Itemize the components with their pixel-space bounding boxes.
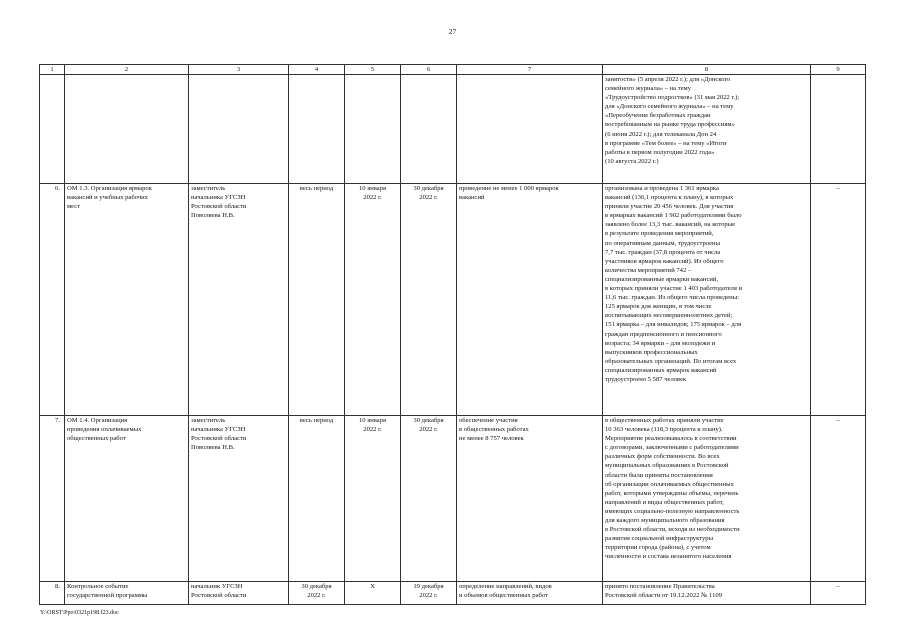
text-line: 125 ярмарок для женщин, в том числе <box>605 303 712 311</box>
text-line: Мероприятие реализовывалось в соответствии <box>605 435 737 443</box>
note: – <box>811 184 866 416</box>
col-header: 9 <box>811 65 866 75</box>
text-line: ОМ 1.3. Организация ярмарок <box>67 185 152 192</box>
note: – <box>811 416 866 582</box>
text-line: для каждого муниципального образования <box>605 517 725 525</box>
row-number: 8. <box>40 582 65 605</box>
footer-file-path: Y:\ORST\Ppo\0321p198.f23.doc <box>40 610 119 616</box>
text-line: принято постановление Правительства <box>605 583 715 590</box>
text-line: различных форм собственности. Во всех <box>605 453 720 461</box>
text-line: 2022 г. <box>419 426 438 434</box>
expected-result <box>457 582 603 605</box>
text-line: выпускников профессиональных <box>605 348 698 356</box>
text-line: «Трудоустройство подростков» (31 мая 2022 г.); <box>605 94 740 102</box>
col-header: 7 <box>457 65 603 75</box>
text-line: 30 декабря <box>413 185 444 192</box>
text-line: заявлено более 13,3 тыс. вакансий, на которые <box>605 221 736 229</box>
text-line: приняли участие 20 456 человек. Для участия <box>605 203 734 211</box>
text-line: Ростовской области <box>191 592 247 600</box>
text-line: по оперативным данным, трудоустроены <box>605 239 721 247</box>
text-line: «Переобучение безработных граждан <box>605 112 711 120</box>
result-cell <box>603 75 811 184</box>
measure-name <box>65 416 189 582</box>
end-date <box>401 416 457 582</box>
col-header: 4 <box>289 65 345 75</box>
text-line: востребованным на рынке труда профессиям» <box>605 121 735 129</box>
text-line: Поволяева Н.В. <box>191 212 235 220</box>
end-date <box>289 582 345 605</box>
col-header: 6 <box>401 65 457 75</box>
header-row <box>40 65 866 75</box>
text-line: 10 января <box>358 417 387 424</box>
responsible <box>189 184 289 416</box>
text-line: заместитель <box>191 417 226 424</box>
text-line: специализированных ярмарок вакансий <box>605 366 717 374</box>
table-row <box>40 582 866 605</box>
text-line: 10 363 человека (118,3 процента к плану). <box>605 426 723 434</box>
actual-date <box>401 582 457 605</box>
period: весь период <box>289 416 345 582</box>
text-line: определение направлений, видов <box>459 583 552 590</box>
responsible <box>189 416 289 582</box>
text-line: Ростовской области <box>191 203 247 211</box>
text-line: трудоустроено 5 587 человек <box>605 375 687 383</box>
text-line: 2022 г. <box>307 592 326 600</box>
text-line: Поволяева Н.В. <box>191 444 235 452</box>
text-line: в которых приняли участие 1 403 работодателя и <box>605 285 743 293</box>
text-line: Ростовской области <box>191 435 247 443</box>
result-cell <box>603 416 811 582</box>
text-line: вакансий и учебных рабочих <box>67 194 148 202</box>
text-line: в ярмарках вакансий 1 902 работодателями было <box>605 212 742 220</box>
text-line: Ростовской области от 19.12.2022 № 1109 <box>605 592 722 600</box>
table-row <box>40 184 866 416</box>
text-line: количества мероприятий 742 – <box>605 266 692 274</box>
text-line: граждан предпенсионного и пенсионного <box>605 330 722 338</box>
text-line: муниципальных образованиях в Ростовской <box>605 462 729 470</box>
text-line: возраста; 34 ярмарки – для молодежи и <box>605 339 716 347</box>
text-line: специализированные ярмарки вакансий, <box>605 275 719 283</box>
row-number: 7. <box>40 416 65 582</box>
table-row-continuation <box>40 75 866 184</box>
text-line: 11,6 тыс. граждан. Из общего числа проведены: <box>605 294 739 302</box>
expected-result <box>457 184 603 416</box>
text-line: работы в первом полугодии 2022 года» <box>605 148 715 156</box>
text-line: имеющих социально-полезную направленность <box>605 507 740 515</box>
text-line: начальника УГСЗН <box>191 426 246 434</box>
text-line: 2022 г. <box>363 194 382 202</box>
text-line: 7,7 тыс. граждан (37,8 процента от числа <box>605 248 721 256</box>
text-line: не менее 8 757 человек <box>459 435 524 443</box>
text-line: в результате проведения мероприятий, <box>605 230 714 238</box>
text-line: проведения оплачиваемых <box>67 426 142 434</box>
text-line: образовательных организаций. По итогам всех <box>605 357 737 365</box>
text-line: и объемов общественных работ <box>459 592 548 600</box>
text-line: организована и проведена 1 361 ярмарка <box>605 185 719 192</box>
text-line: в Ростовской области, исходя из необходимости <box>605 526 740 534</box>
text-line: 30 декабря <box>413 417 444 424</box>
col-header: 1 <box>40 65 65 75</box>
text-line: проведение не менее 1 000 ярмарок <box>459 185 559 192</box>
text-line: направлений и виды общественных работ, <box>605 498 724 506</box>
text-line: общественных работ <box>67 435 126 443</box>
table-row <box>40 416 866 582</box>
text-line: 2022 г. <box>419 592 438 600</box>
col-header: 8 <box>603 65 811 75</box>
text-line: 19 декабря <box>413 583 444 590</box>
text-line: области были приняты постановления <box>605 471 713 479</box>
text-line: занятости» (5 апреля 2022 г.); для «Донского <box>605 76 731 83</box>
text-line: вакансий (136,1 процента к плану), в которых <box>605 194 734 202</box>
text-line: 2022 г. <box>363 426 382 434</box>
measure-name <box>65 582 189 605</box>
text-line: семейного журнала» – на тему <box>605 85 692 93</box>
text-line: государственной программы <box>67 592 148 600</box>
report-table <box>39 64 866 605</box>
text-line: ОМ 1.4. Организация <box>67 417 128 424</box>
text-line: участников ярмарок вакансий). Из общего <box>605 257 724 265</box>
text-line: Контрольное событие <box>67 583 129 590</box>
x-mark: X <box>345 582 401 605</box>
period: весь период <box>289 184 345 416</box>
start-date <box>345 184 401 416</box>
text-line: начальника УГСЗН <box>191 194 246 202</box>
text-line: 30 декабря <box>301 583 332 590</box>
text-line: численности и состава незанятого населения <box>605 553 732 561</box>
text-line: территории города (района), с учетом <box>605 544 711 552</box>
text-line: обеспечение участия <box>459 417 518 424</box>
text-line: развития социальной инфраструктуры <box>605 535 714 543</box>
note: – <box>811 582 866 605</box>
text-line: начальник УГСЗН <box>191 583 243 590</box>
text-line: (10 августа 2022 г.) <box>605 157 659 165</box>
expected-result <box>457 416 603 582</box>
result-cell <box>603 582 811 605</box>
text-line: об организации оплачиваемых общественных <box>605 480 734 488</box>
page-number: 27 <box>448 27 457 36</box>
result-cell <box>603 184 811 416</box>
text-line: с договорами, заключенными с работодателями <box>605 444 739 452</box>
text-line: в общественных работах <box>459 426 529 434</box>
text-line: в общественных работах приняли участие <box>605 417 724 424</box>
text-line: для «Донского семейного журнала» – на тему <box>605 103 734 111</box>
text-line: мест <box>67 203 81 211</box>
measure-name <box>65 184 189 416</box>
text-line: 10 января <box>358 185 387 192</box>
row-number: 6. <box>40 184 65 416</box>
text-line: работ, которыми утверждены объемы, перечень <box>605 489 739 497</box>
col-header: 3 <box>189 65 289 75</box>
text-line: заместитель <box>191 185 226 192</box>
col-header: 2 <box>65 65 189 75</box>
text-line: 2022 г. <box>419 194 438 202</box>
start-date <box>345 416 401 582</box>
text-line: (6 июня 2022 г.); для телеканала Дон 24 <box>605 130 717 138</box>
col-header: 5 <box>345 65 401 75</box>
responsible <box>189 582 289 605</box>
text-line: воспитывающих несовершеннолетних детей; <box>605 312 733 320</box>
text-line: в программе «Тем более» – на тему «Итоги <box>605 139 727 147</box>
end-date <box>401 184 457 416</box>
text-line: вакансий <box>459 194 485 202</box>
text-line: 151 ярмарка – для инвалидов; 175 ярмарок – для <box>605 321 742 329</box>
